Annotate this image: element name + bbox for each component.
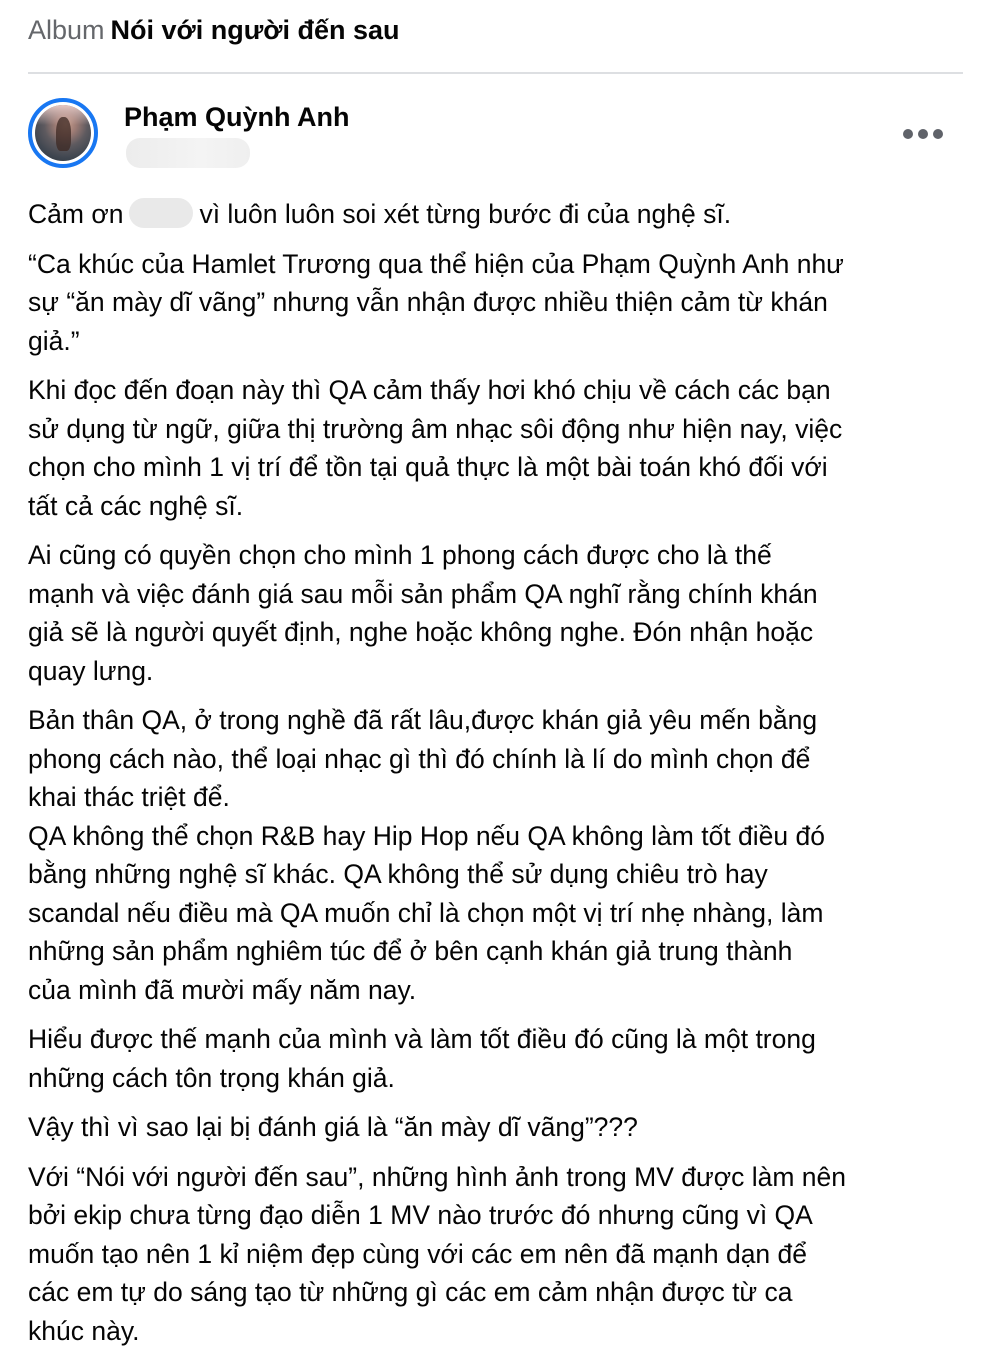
post-text-line: phong cách nào, thể loại nhạc gì thì đó chính là lí do mình chọn để: [28, 743, 811, 774]
post-text-line: Với “Nói với người đến sau”, những hình ảnh trong MV được làm nên: [28, 1161, 847, 1192]
post-text-line: các em tự do sáng tạo từ những gì các em cảm nhận được từ ca: [28, 1277, 793, 1307]
post-text-line: Vậy thì vì sao lại bị đánh giá là “ăn mày dĩ vãng”???: [28, 1112, 638, 1142]
post-text-line: giả.”: [28, 325, 80, 356]
post-text-line: khúc này.: [28, 1315, 140, 1346]
post-paragraph: [28, 1108, 968, 1147]
post-text-line: Hiểu được thế mạnh của mình và làm tốt điều đó cũng là một trong: [28, 1024, 816, 1054]
avatar-image: [35, 105, 91, 161]
post-paragraph: [28, 245, 968, 361]
author-name[interactable]: Phạm Quỳnh Anh: [124, 102, 350, 132]
post-text-line: scandal nếu điều mà QA muốn chỉ là chọn một vị trí nhẹ nhàng, làm: [28, 897, 824, 928]
post-text-line: sự “ăn mày dĩ vãng” nhưng vẫn nhận được nhiều thiện cảm từ khán: [28, 287, 828, 317]
post-paragraph: [28, 1020, 968, 1097]
more-options-button[interactable]: [903, 122, 943, 146]
post-text-line: bằng những nghệ sĩ khác. QA không thể sử dụng chiêu trò hay: [28, 859, 768, 889]
post-text-line: sử dụng từ ngữ, giữa thị trường âm nhạc sôi động như hiện nay, việc: [28, 413, 843, 444]
post-meta-redacted: [126, 138, 250, 168]
post-paragraph: [28, 195, 968, 234]
text-segment: Cảm ơn: [28, 199, 124, 229]
post-text-line: của mình đã mười mấy năm nay.: [28, 974, 417, 1005]
album-header: [28, 12, 400, 48]
album-prefix: Album: [28, 15, 105, 45]
redacted-mention: [129, 198, 193, 228]
more-horizontal-icon-dot: [903, 129, 913, 139]
post-text-line: khai thác triệt để.: [28, 782, 230, 812]
post-text-line: chọn cho mình 1 vị trí để tồn tại quả thực là một bài toán khó đối với: [28, 452, 828, 482]
post-text-line: [28, 195, 968, 234]
post-paragraph: [28, 701, 968, 1009]
post-header: [28, 96, 963, 176]
post-text-line: những sản phẩm nghiêm túc để ở bên cạnh khán giả trung thành: [28, 936, 793, 966]
post-text-line: Khi đọc đến đoạn này thì QA cảm thấy hơi khó chịu về cách các bạn: [28, 375, 831, 405]
more-horizontal-icon-dot: [918, 129, 928, 139]
post-text-line: “Ca khúc của Hamlet Trương qua thể hiện của Phạm Quỳnh Anh như: [28, 248, 844, 279]
text-segment: vì luôn luôn soi xét từng bước đi của nghệ sĩ.: [199, 199, 732, 229]
post-text-line: quay lưng.: [28, 655, 154, 686]
avatar[interactable]: [28, 98, 98, 168]
post-body: [28, 195, 968, 1361]
post-text-line: mạnh và việc đánh giá sau mỗi sản phẩm QA nghĩ rằng chính khán: [28, 578, 818, 609]
post-text-line: những cách tôn trọng khán giả.: [28, 1062, 395, 1093]
more-horizontal-icon-dot: [933, 129, 943, 139]
post-text-line: tất cả các nghệ sĩ.: [28, 490, 244, 521]
post-text-line: giả sẽ là người quyết định, nghe hoặc không nghe. Đón nhận hoặc: [28, 617, 814, 647]
post-text-line: muốn tạo nên 1 kỉ niệm đẹp cùng với các em nên đã mạnh dạn để: [28, 1238, 808, 1269]
post-paragraph: [28, 1158, 968, 1351]
post-text-line: Bản thân QA, ở trong nghề đã rất lâu,được khán giả yêu mến bằng: [28, 705, 818, 735]
post-paragraph: [28, 371, 968, 525]
post-text-line: QA không thể chọn R&B hay Hip Hop nếu QA không làm tốt điều đó: [28, 820, 825, 851]
post-text-line: Ai cũng có quyền chọn cho mình 1 phong cách được cho là thế: [28, 540, 772, 570]
divider: [28, 72, 963, 74]
post-text-line: bởi ekip chưa từng đạo diễn 1 MV nào trước đó nhưng cũng vì QA: [28, 1200, 813, 1230]
post-paragraph: [28, 536, 968, 690]
album-title[interactable]: Nói với người đến sau: [110, 15, 400, 45]
